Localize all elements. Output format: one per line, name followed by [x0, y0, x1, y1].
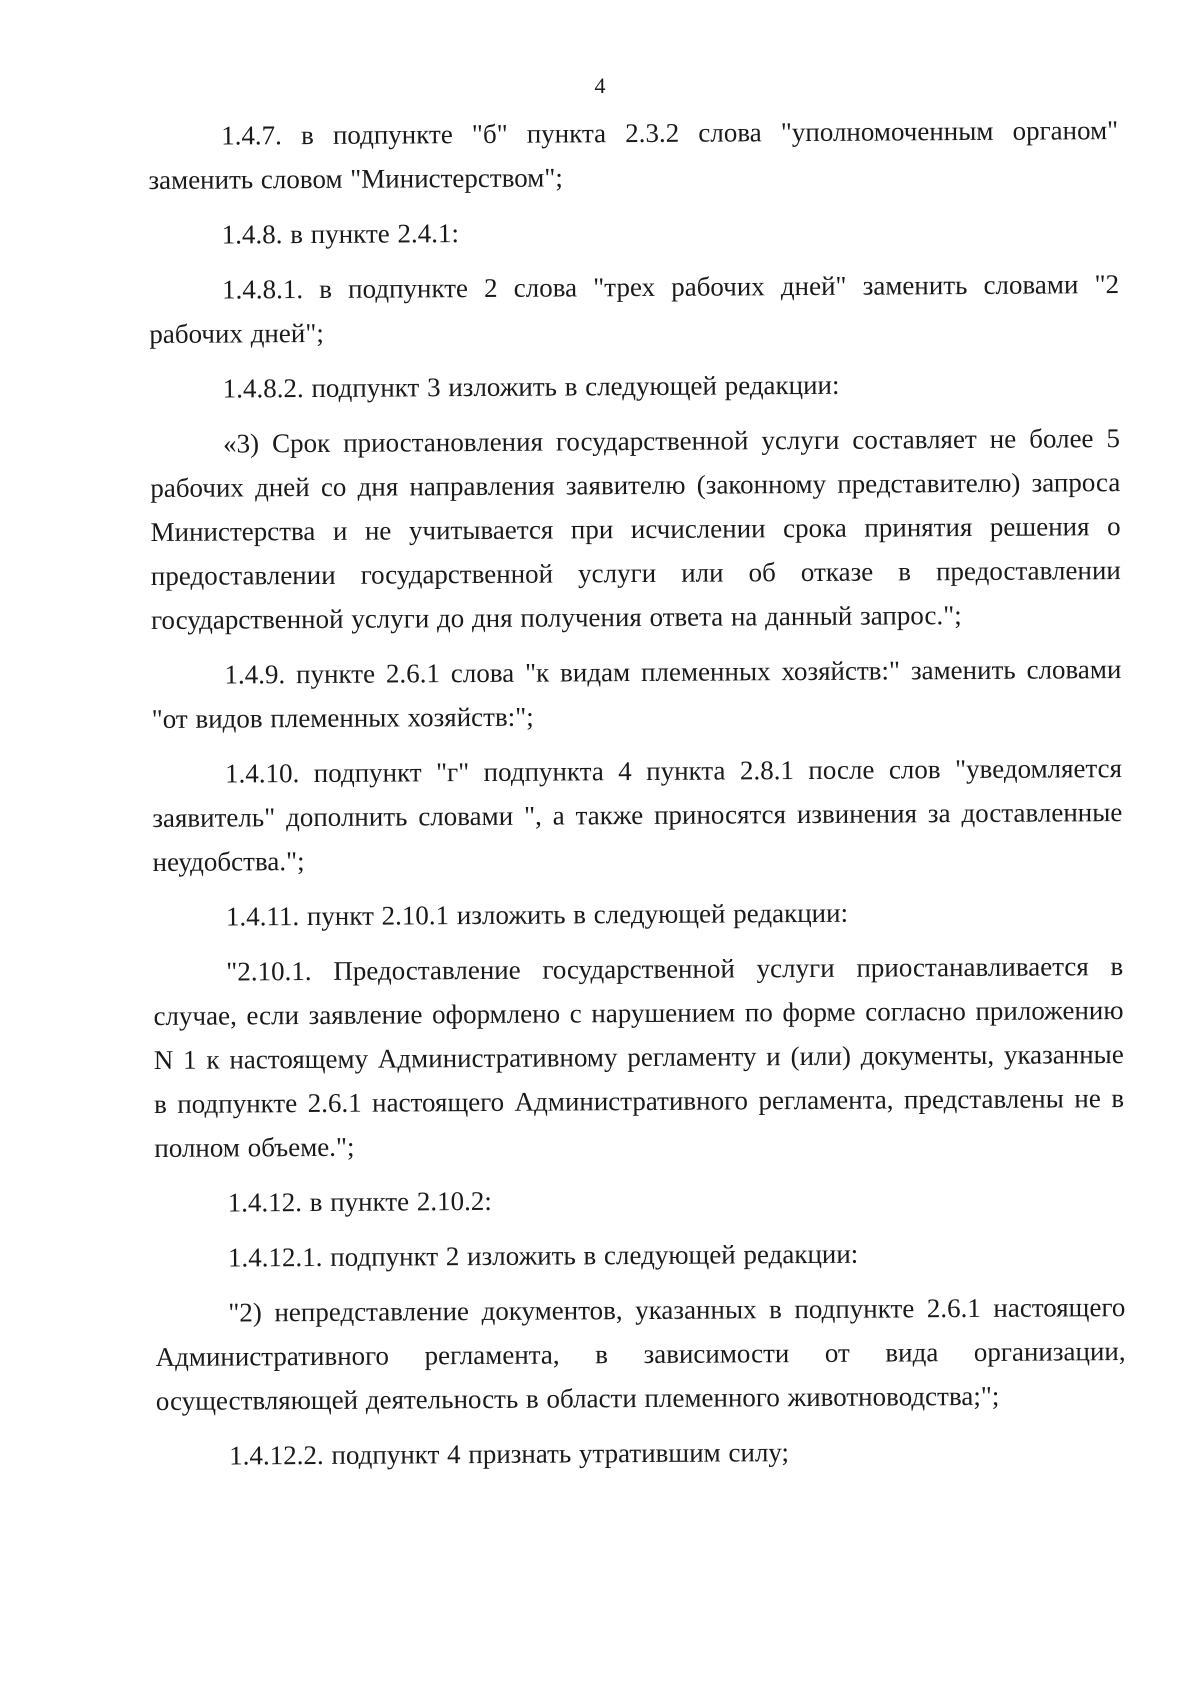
paragraph-1-4-8-2: 1.4.8.2. подпункт 3 изложить в следующей редакции: [222, 369, 840, 404]
paragraph-1-4-8-1: 1.4.8.1. в подпункте 2 слова "трех рабочих дней" заменить словами "2 рабочих дней"; [149, 269, 1120, 349]
document-body [148, 108, 1126, 1489]
page-number: 4 [594, 73, 606, 98]
paragraph-1-4-9: 1.4.9. пункте 2.6.1 слова "к видам племенных хозяйств:" заменить словами "от видов племенных хозяйств:"; [151, 654, 1122, 734]
paragraph-1-4-12-2: 1.4.12.2. подпункт 4 признать утратившим силу; [229, 1437, 790, 1471]
paragraph-1-4-8: 1.4.8. в пункте 2.4.1: [221, 218, 460, 250]
quoted-subclause-3: «3) Срок приостановления государственной услуги составляет не более 5 рабочих дней со дня направления заявителю (законному представителю) запроса Министерства и не учитывается при исчислении срока принятия решения о предоставлении государственной услуги или об отказе в предоставлении государственной услуги до дня получения ответа на данный запрос."; [150, 423, 1121, 635]
paragraph-1-4-7: 1.4.7. в подпункте "б" пункта 2.3.2 слова "уполномоченным органом" заменить словом "Министерством"; [148, 115, 1119, 195]
paragraph-1-4-12: 1.4.12. в пункте 2.10.2: [227, 1185, 492, 1218]
paragraph-1-4-11: 1.4.11. пункт 2.10.1 изложить в следующей редакции: [225, 897, 849, 932]
paragraph-1-4-12-1: 1.4.12.1. подпункт 2 изложить в следующей редакции: [227, 1238, 859, 1273]
paragraph-1-4-10: 1.4.10. подпункт "г" подпункта 4 пункта 2.8.1 после слов "уведомляется заявитель" дополнить словами ", а также приносятся извинения за доставленные неудобства."; [152, 753, 1123, 877]
quoted-subclause-2: "2) непредставление документов, указанных в подпункте 2.6.1 настоящего Административного регламента, в зависимости от вида организации, осуществляющей деятельность в области племенного животноводства;"; [155, 1292, 1126, 1416]
quoted-clause-2-10-1: "2.10.1. Предоставление государственной услуги приостанавливается в случае, если заявление оформлено с нарушением по форме согласно приложению N 1 к настоящему Административному регламенту и (или) документы, указанные в подпункте 2.6.1 настоящего Административного регламента, представлены не в полном объеме."; [153, 951, 1125, 1163]
